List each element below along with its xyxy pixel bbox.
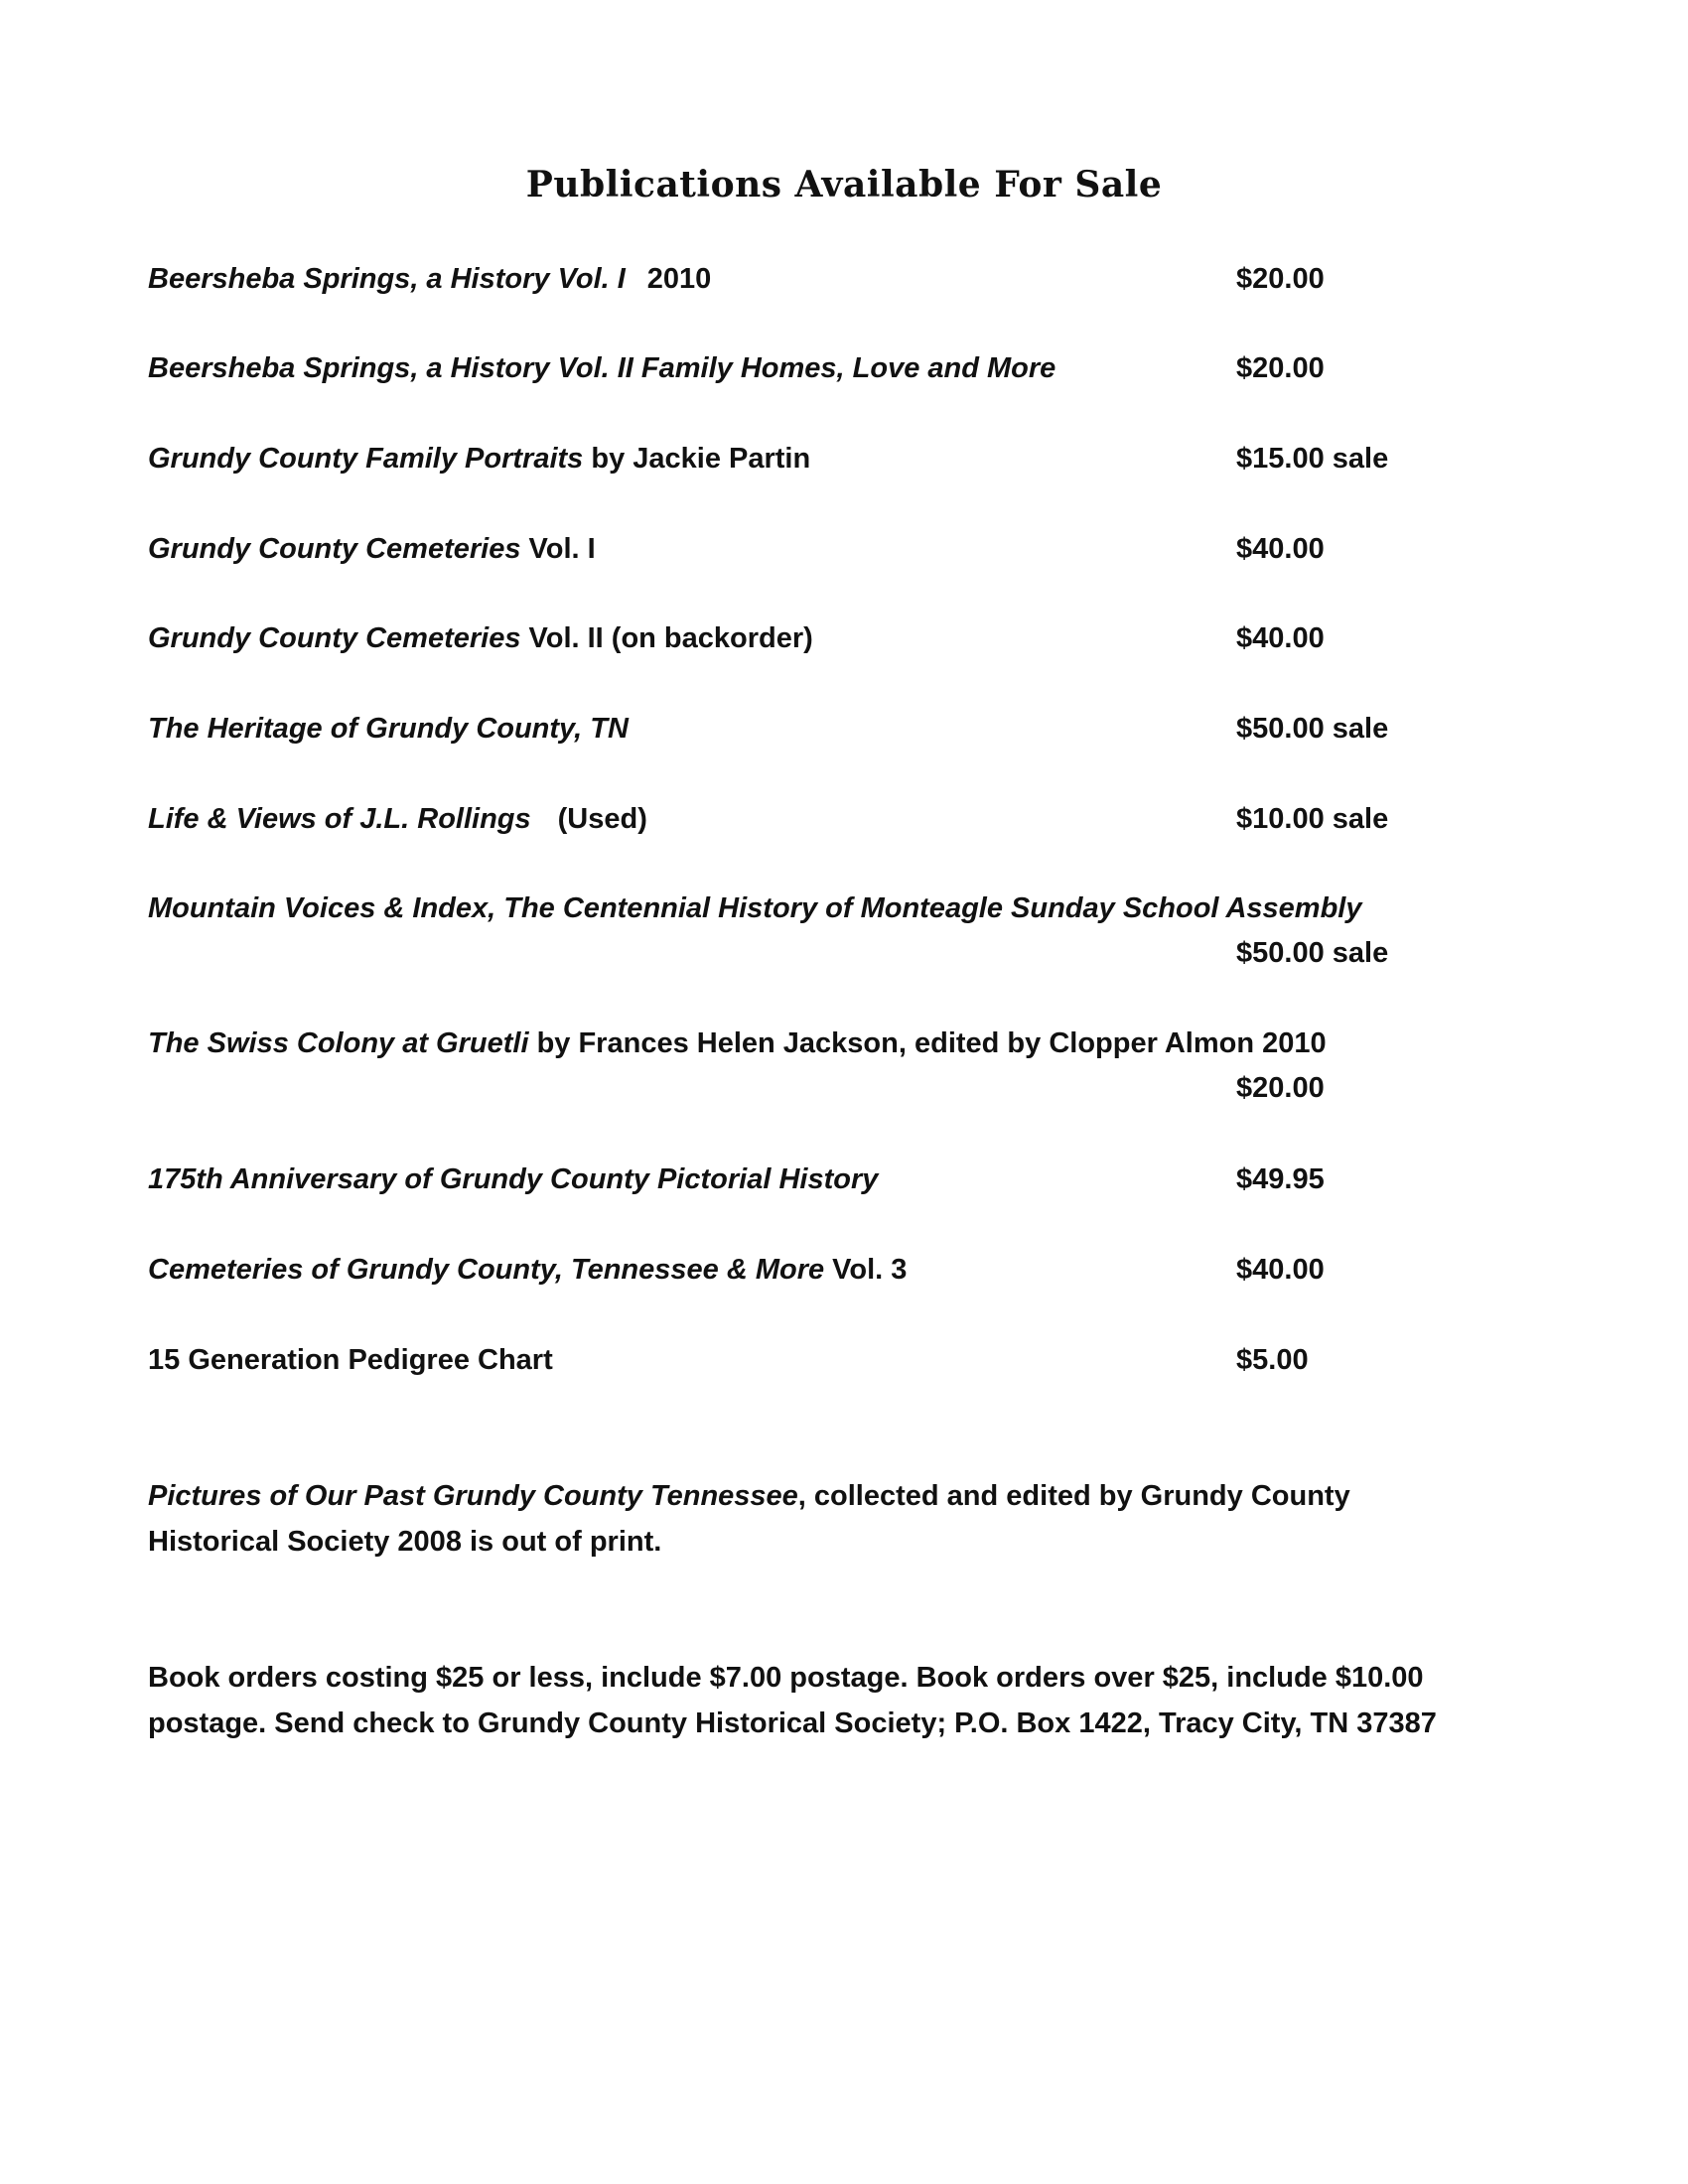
out-of-print-text: , collected and edited by Grundy County Historical Society 2008 is out of print. — [148, 1480, 1350, 1558]
item-extra: by Frances Helen Jackson, edited by Clopper Almon 2010 — [528, 1027, 1327, 1059]
item-extra: Vol. 3 — [824, 1254, 908, 1286]
item-description — [148, 527, 596, 571]
item-title: 175th Anniversary of Grundy County Pictorial History — [148, 1163, 879, 1195]
item-description — [148, 1158, 878, 1201]
item-extra: by Jackie Partin — [583, 443, 811, 475]
item-description — [148, 1022, 1327, 1065]
item-price: $15.00 sale — [1236, 443, 1389, 475]
item-price: $50.00 sale — [1236, 713, 1389, 745]
item-description — [148, 707, 629, 751]
out-of-print-note — [148, 1473, 1478, 1565]
item-title: Beersheba Springs, a History Vol. II Family Homes, Love and More — [148, 352, 1056, 384]
item-title: Mountain Voices & Index, The Centennial History of Monteagle Sunday School Assembly — [148, 892, 1362, 924]
item-price: $50.00 sale — [1236, 937, 1389, 969]
item-price: $40.00 — [1236, 1254, 1325, 1286]
item-title: The Heritage of Grundy County, TN — [148, 713, 629, 745]
out-of-print-title: Pictures of Our Past Grundy County Tennessee — [148, 1480, 798, 1512]
item-title: The Swiss Colony at Gruetli — [148, 1027, 529, 1059]
item-price: $49.95 — [1236, 1163, 1325, 1195]
item-title: Grundy County Family Portraits — [148, 443, 584, 475]
item-description — [148, 346, 1055, 390]
ordering-info: Book orders costing $25 or less, include $7.00 postage. Book orders over $25, include $10.00 postage. Send check to Grundy County Historical Society; P.O. Box 1422, Tracy City, TN 37387 — [148, 1662, 1437, 1739]
item-extra: Vol. I — [520, 533, 596, 565]
item-price: $20.00 — [1236, 352, 1325, 384]
item-title: Beersheba Springs, a History Vol. I — [148, 263, 626, 295]
item-extra: Vol. II (on backorder) — [520, 622, 813, 654]
item-price: $20.00 — [1236, 1072, 1325, 1104]
item-title: Life & Views of J.L. Rollings — [148, 803, 531, 835]
item-price: $5.00 — [1236, 1344, 1309, 1376]
item-description — [148, 1248, 907, 1292]
item-description — [148, 887, 1362, 930]
item-description — [148, 616, 813, 660]
item-description — [148, 1338, 553, 1382]
item-title: Grundy County Cemeteries — [148, 622, 521, 654]
item-extra: 2010 — [646, 263, 712, 295]
item-title: Cemeteries of Grundy County, Tennessee & More — [148, 1254, 825, 1286]
item-extra: 15 Generation Pedigree Chart — [148, 1344, 553, 1376]
item-title: Grundy County Cemeteries — [148, 533, 521, 565]
item-extra: (Used) — [557, 803, 647, 835]
item-price: $40.00 — [1236, 533, 1325, 565]
item-description — [148, 437, 810, 480]
item-price: $20.00 — [1236, 263, 1325, 295]
item-description — [148, 797, 647, 841]
item-price: $40.00 — [1236, 622, 1325, 654]
item-description — [148, 257, 711, 301]
page-title: Publications Available For Sale — [525, 164, 1163, 205]
item-price: $10.00 sale — [1236, 803, 1389, 835]
